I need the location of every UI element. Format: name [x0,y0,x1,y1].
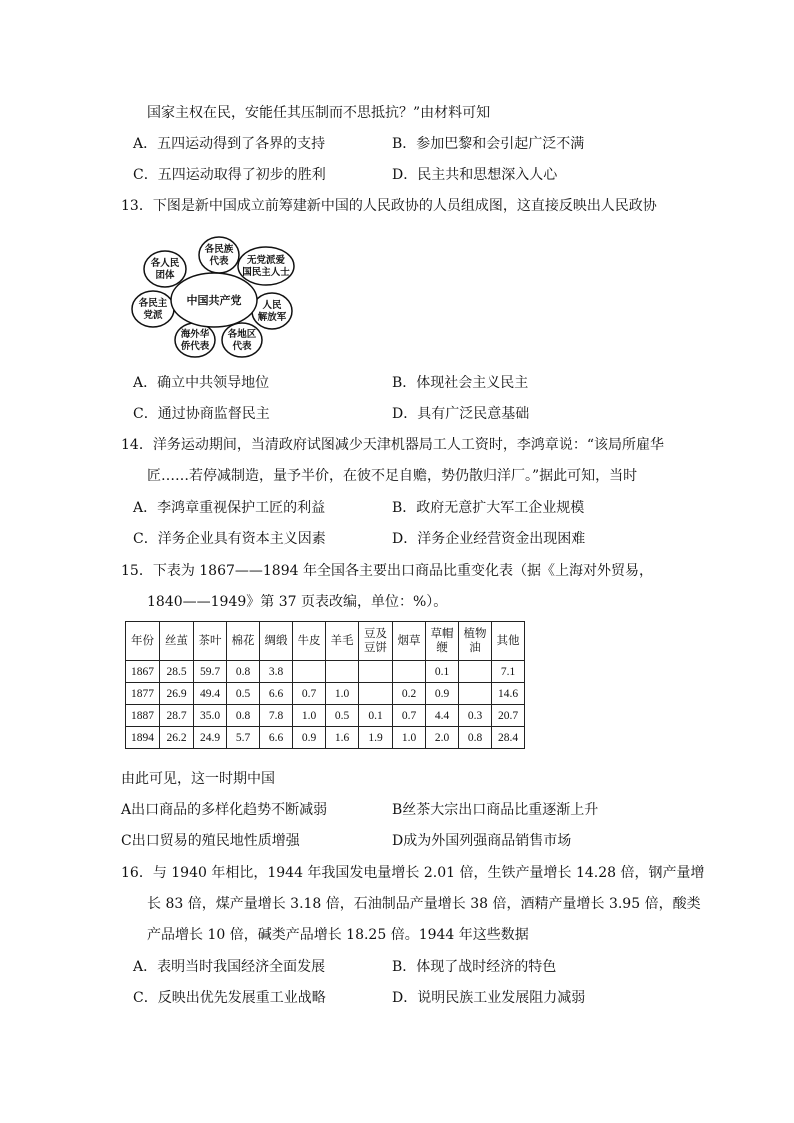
table-year-cell: 1894 [126,727,160,749]
diagram-node-label: 海外华 [180,329,210,340]
table-cell: 7.8 [260,705,293,727]
table-cell: 28.5 [160,661,194,683]
diagram-node-label: 解放军 [257,312,287,323]
table-header-cell: 羊毛 [326,622,359,661]
table-cell: 59.7 [194,661,227,683]
table-header-cell: 其他 [492,622,525,661]
q15-option-b: B丝茶大宗出口商品比重逐渐上升 [392,802,599,818]
table-year-cell: 1867 [126,661,160,683]
diagram-node-label: 无党派爱 [246,255,286,266]
q12-option-d: D．民主共和思想深入人心 [392,167,558,183]
table-year-cell: 1877 [126,683,160,705]
table-cell: 0.1 [359,705,393,727]
table-header-cell: 丝茧 [160,622,194,661]
table-header-cell [359,622,393,661]
table-header-cell [426,622,459,661]
table-header-cell: 茶叶 [194,622,227,661]
header-line: 草帽 [430,628,454,640]
table-cell [459,683,492,705]
diagram-node-label: 侨代表 [180,341,210,352]
table-header-cell: 绸缎 [260,622,293,661]
q15-stem-line-2: 1840——1949》第 37 页表改编，单位：%）。 [147,594,448,610]
table-cell: 49.4 [194,683,227,705]
q15-stem-line-1: 15．下表为 1867——1894 年全国各主要出口商品比重变化表（据《上海对外贸易， [121,563,653,579]
q15-option-d: D成为外国列强商品销售市场 [392,833,572,849]
table-header-cell: 棉花 [227,622,260,661]
table-cell: 1.0 [393,727,426,749]
table-cell: 1.9 [359,727,393,749]
table-cell: 28.7 [160,705,194,727]
table-cell: 7.1 [492,661,525,683]
table-cell: 0.9 [426,683,459,705]
table-cell: 6.6 [260,683,293,705]
table-cell: 0.8 [227,705,260,727]
table-cell: 0.1 [426,661,459,683]
q12-option-c: C．五四运动取得了初步的胜利 [133,167,326,183]
table-cell: 5.7 [227,727,260,749]
table-cell: 26.2 [160,727,194,749]
table-cell: 0.8 [459,727,492,749]
header-line: 豆及 [364,628,387,640]
table-cell: 3.8 [260,661,293,683]
table-row [126,661,525,683]
table-cell: 26.9 [160,683,194,705]
table-cell: 1.0 [293,705,326,727]
diagram-node-label: 国民主人士 [242,267,290,278]
table-cell: 0.5 [227,683,260,705]
diagram-node-label: 代表 [232,341,252,352]
q16-option-d: D．说明民族工业发展阻力减弱 [392,990,586,1006]
table-cell: 6.6 [260,727,293,749]
q13-option-c: C．通过协商监督民主 [133,406,270,422]
table-cell [359,661,393,683]
table-cell: 1.6 [326,727,359,749]
table-row [126,727,525,749]
table-cell: 20.7 [492,705,525,727]
table-row [126,705,525,727]
table-header-row [126,622,525,661]
table-cell: 0.8 [227,661,260,683]
q12-stem-tail: 国家主权在民，安能任其压制而不思抵抗？”由材料可知 [147,105,491,121]
table-header-cell: 牛皮 [293,622,326,661]
q16-option-c: C．反映出优先发展重工业战略 [133,990,326,1006]
table-cell [393,661,426,683]
export-share-table [125,621,525,749]
table-cell [359,683,393,705]
q13-stem: 13．下图是新中国成立前筹建新中国的人民政协的人员组成图，这直接反映出人民政协 [121,198,657,214]
q14-option-c: C．洋务企业具有资本主义因素 [133,531,326,547]
table-header-cell [459,622,492,661]
q12-option-a: A．五四运动得到了各界的支持 [133,136,326,152]
header-line: 油 [469,642,481,654]
q16-stem-line-3: 产品增长 10 倍，碱类产品增长 18.25 倍。1944 年这些数据 [147,927,529,943]
q16-stem-line-1: 16．与 1940 年相比，1944 年我国发电量增长 2.01 倍，生铁产量增长 14.28 倍，钢产量增 [121,865,705,881]
table-cell: 0.3 [459,705,492,727]
table-cell [326,661,359,683]
table-cell: 35.0 [194,705,227,727]
table-cell: 0.5 [326,705,359,727]
table-cell: 28.4 [492,727,525,749]
table-cell: 4.4 [426,705,459,727]
table-cell: 0.7 [293,683,326,705]
header-line: 缏 [436,642,448,654]
q12-option-b: B．参加巴黎和会引起广泛不满 [392,136,585,152]
q16-stem-line-2: 长 83 倍，煤产量增长 3.18 倍，石油制品产量增长 38 倍，酒精产量增长 3.95 倍，酸类 [147,896,701,912]
table-cell: 14.6 [492,683,525,705]
q16-option-b: B．体现了战时经济的特色 [392,959,557,975]
q15-after-table: 由此可见，这一时期中国 [121,771,275,787]
q14-option-b: B．政府无意扩大军工企业规模 [392,500,585,516]
diagram-node-label: 各民族 [204,244,234,255]
cppcc-composition-diagram [126,232,304,360]
diagram-node-label: 各人民 [150,258,180,269]
q13-option-b: B．体现社会主义民主 [392,375,529,391]
table-year-cell: 1887 [126,705,160,727]
table-cell: 0.2 [393,683,426,705]
table-row [126,683,525,705]
diagram-node-label: 团体 [155,270,175,281]
diagram-center-label: 中国共产党 [186,294,242,307]
table-cell: 0.7 [393,705,426,727]
q14-option-a: A．李鸿章重视保护工匠的利益 [133,500,326,516]
diagram-node-label: 各民主 [138,298,168,309]
q15-option-c: C出口贸易的殖民地性质增强 [121,833,300,849]
diagram-node-label: 人民 [262,300,282,311]
diagram-node-label: 代表 [209,256,229,267]
table-cell [459,661,492,683]
table-cell: 2.0 [426,727,459,749]
table-header-cell: 年份 [126,622,160,661]
table-header-cell: 烟草 [393,622,426,661]
q14-stem-line-1: 14．洋务运动期间，当清政府试图减少天津机器局工人工资时，李鸿章说：“该局所雇华 [121,437,664,453]
q13-option-d: D．具有广泛民意基础 [392,406,530,422]
table-cell [293,661,326,683]
diagram-node-label: 党派 [143,310,163,321]
q15-option-a: A出口商品的多样化趋势不断减弱 [121,802,328,818]
table-cell: 24.9 [194,727,227,749]
header-line: 植物 [463,628,487,640]
q13-option-a: A．确立中共领导地位 [133,375,270,391]
header-line: 豆饼 [364,642,387,654]
table-cell: 1.0 [326,683,359,705]
q16-option-a: A．表明当时我国经济全面发展 [133,959,326,975]
diagram-node-label: 各地区 [227,329,257,340]
q14-stem-line-2: 匠……若停减制造，量予半价，在彼不足自赡，势仍散归洋厂。”据此可知，当时 [147,468,638,484]
table-cell: 0.9 [293,727,326,749]
q14-option-d: D．洋务企业经营资金出现困难 [392,531,586,547]
